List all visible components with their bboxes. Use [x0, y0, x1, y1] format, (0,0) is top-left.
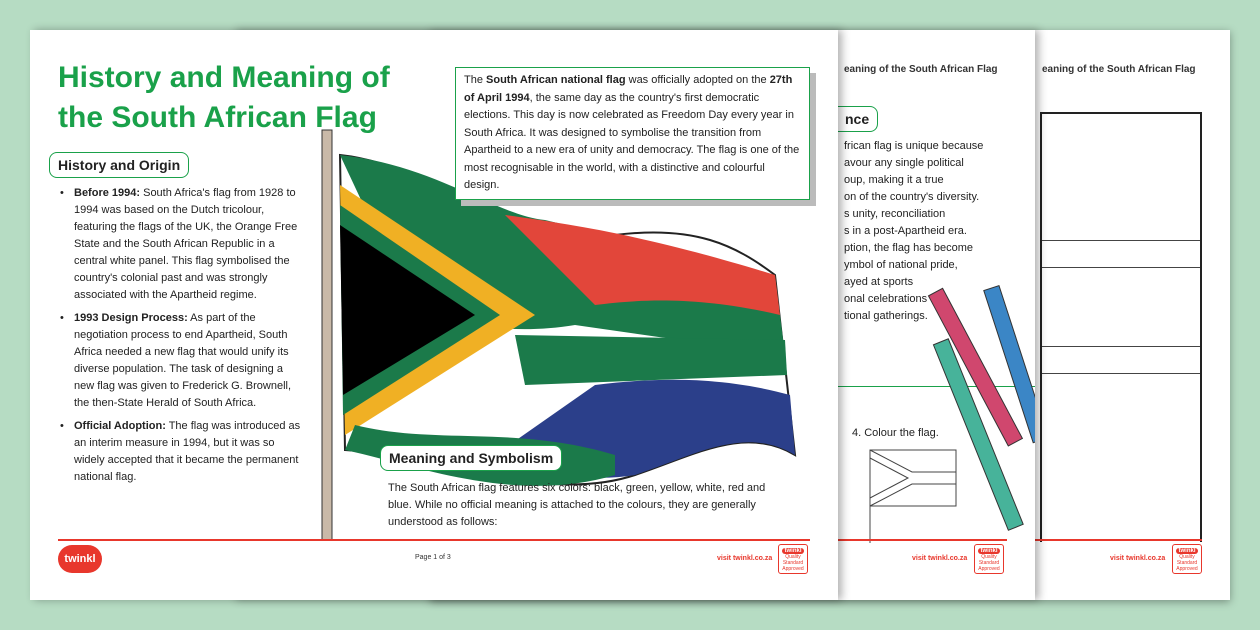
task-label: 4. Colour the flag. [852, 427, 939, 439]
text-line: oup, making it a true [844, 174, 944, 186]
intro-box: The South African national flag was officially adopted on the 27th of April 1994, the same day as the country's first democratic elections. This day is now celebrated as Freedom Day every year in South Africa. It was designed to symbolise the transition from Apartheid to a new era of unity and democracy. The flag is one of the most recognisable in the world, with a distinctive and colourful design. [455, 67, 810, 200]
list-item: • Official Adoption: The flag was introduced as an interim measure in 1994, but it was so widely accepted that it became the permanent national flag. [60, 418, 305, 486]
answer-table [1040, 112, 1202, 542]
text-line: frican flag is unique because [844, 140, 984, 152]
text-line: on of the country's diversity. [844, 191, 980, 203]
meaning-text: The South African flag features six colors: black, green, yellow, white, red and blue. While no official meaning is attached to the colours, they are generally understood as follows: [388, 482, 766, 528]
history-list [60, 185, 305, 492]
section-heading: nce [792, 106, 878, 132]
section-heading-meaning: Meaning and Symbolism [380, 445, 562, 471]
running-head: eaning of the South African Flag [844, 64, 998, 75]
page-number: Page 1 of 3 [415, 554, 451, 561]
list-item: • Before 1994: South Africa's flag from 1928 to 1994 was based on the Dutch tricolour, featuring the flags of the UK, the Orange Free State and the South African Republic in a central white panel. This flag symbolised the country's colonial past and was strongly associated with the Apartheid regime. [60, 185, 305, 304]
text-line: s unity, reconciliation [844, 208, 946, 220]
text-line: s in a post-Apartheid era. [844, 225, 967, 237]
marker-pens-illustration [922, 280, 1035, 540]
quality-badge: twinkl Quality Standard Approved [1172, 544, 1202, 574]
visit-link[interactable]: visit twinkl.co.za [717, 555, 773, 562]
running-head: eaning of the South African Flag [1042, 64, 1196, 75]
section-heading-history: History and Origin [49, 152, 189, 178]
visit-link[interactable]: visit twinkl.co.za [912, 555, 968, 562]
text-line: ayed at sports [844, 276, 914, 288]
twinkl-logo: twinkl [58, 545, 102, 573]
text-line: ymbol of national pride, [844, 259, 958, 271]
quality-badge: twinkl Quality Standard Approved [778, 544, 808, 574]
text-line: ption, the flag has become [844, 242, 974, 254]
text-line: avour any single political [844, 157, 964, 169]
worksheet-page-1 [30, 30, 838, 600]
page-title: History and Meaning of the South African Flag [58, 61, 390, 134]
list-item: • 1993 Design Process: As part of the negotiation process to end Apartheid, South Africa needed a new flag that would unify its diverse population. The task of designing a new flag was given to Frederick G. Brownell, the then-State Herald of South Africa. [60, 310, 305, 412]
text-line: onal celebrations [844, 293, 928, 305]
text-line: tional gatherings. [844, 310, 928, 322]
quality-badge: twinkl Quality Standard Approved [974, 544, 1004, 574]
visit-link[interactable]: visit twinkl.co.za [1110, 555, 1166, 562]
